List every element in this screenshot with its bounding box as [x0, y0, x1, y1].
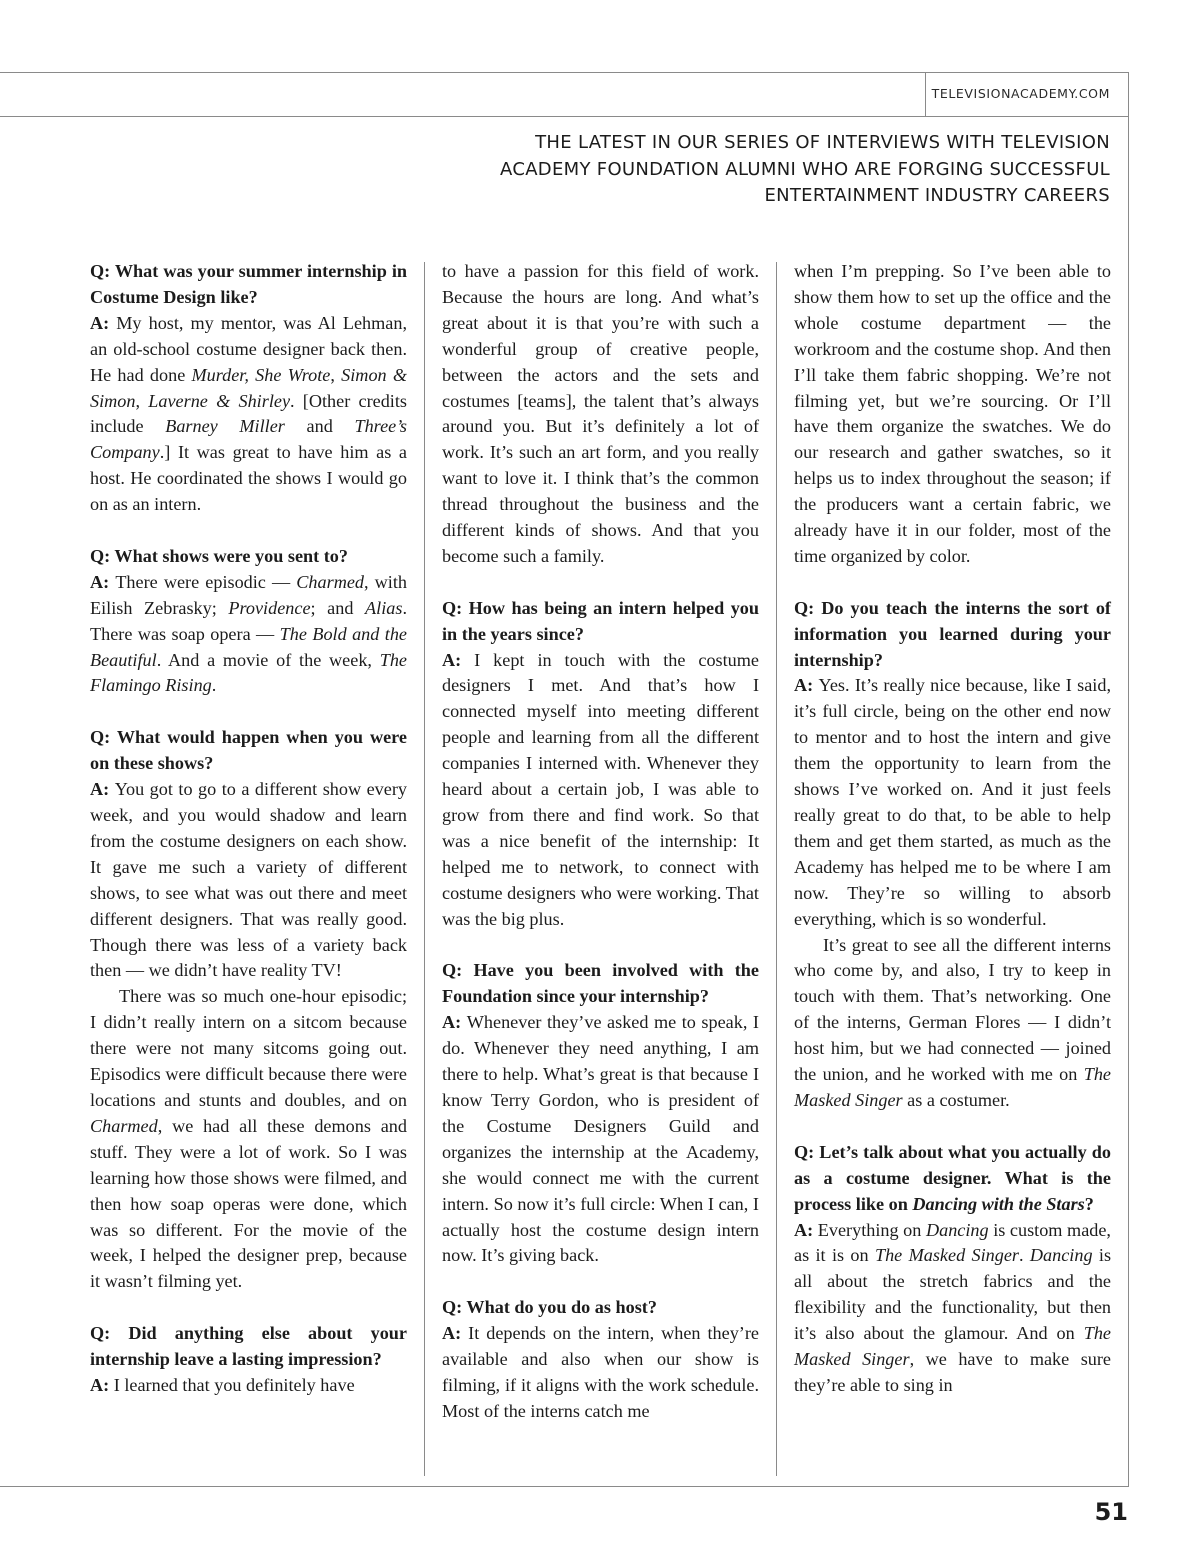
text-run: to have a passion for this field of work. Because the hours are long. And what’s great about it is that you’re with such a wonderful group of creative people, between the actors and the sets and costumes [teams], the talent that’s always around you. But it’s definitely a lot of work. It’s such an art form, and you really want to love it. I think that’s the common thread throughout the business and the different kinds of shows. And that you become such a family. [442, 261, 759, 566]
title-italic: Charmed [90, 1115, 158, 1136]
answer-paragraph [794, 673, 1111, 932]
text-run: , we have to make sure they’re able to sing in [794, 1349, 1112, 1395]
title-italic: Dancing with the Stars [912, 1193, 1085, 1214]
title-italic: Dancing [1029, 1245, 1093, 1266]
question-heading: Q: Did anything else about your internship leave a lasting impression? [90, 1323, 407, 1370]
question-heading: Q: How has being an intern helped you in the years since? [442, 597, 759, 644]
text-run: .] It was great to have him as a host. He coordinated the shows I would go on as an intern. [90, 442, 407, 515]
title-italic: Dancing [925, 1219, 989, 1240]
header-url-divider [925, 72, 926, 117]
body-paragraph [90, 984, 407, 1295]
answer-paragraph [90, 311, 407, 518]
text-run: Whenever they’ve asked me to speak, I do. Whenever they need anything, I am there to help. What’s great is that because I know Terry Gordon, who is president of the Costume Designers Guild and organizes the internship at the Academy, she would connect me with the current intern. So now it’s full circle: When I can, I actually host the costume design intern now. It’s giving back. [442, 1012, 759, 1266]
text-run: ; and [310, 597, 366, 618]
text-run: Q: Let’s talk about what you actually do as a costume designer. What is the process like on [794, 1141, 1111, 1214]
question-heading: Q: What would happen when you were on these shows? [90, 727, 407, 774]
question-heading: Q: Do you teach the interns the sort of information you learned during your internship? [794, 597, 1111, 670]
header-top-rule [0, 72, 1129, 73]
text-run: , [330, 364, 342, 385]
title-italic: Providence [228, 597, 311, 618]
answer-label: A: [90, 312, 117, 333]
answer-paragraph [794, 1218, 1111, 1399]
text-run: You got to go to a different show every week, and you would shadow and learn from the costume designers on each show. It gave me such a variety of different shows, to see what was out there and meet different designers. That was really good. Though there was less of a variety back then — we didn’t have reality TV! [90, 779, 407, 981]
text-run: as a costumer. [902, 1089, 1010, 1110]
answer-label: A: [794, 675, 819, 696]
title-italic: Barney Miller [165, 416, 285, 437]
column-1 [90, 259, 407, 1399]
text-run: . [Other credits include [90, 390, 407, 437]
answer-label: A: [90, 571, 116, 592]
continued-paragraph [794, 259, 1111, 570]
question-heading: Q: What was your summer internship in Costume Design like? [90, 261, 407, 307]
text-run: My host, my mentor, was Al Lehman, an old-school costume designer back then. He had done [90, 312, 407, 385]
text-run: . [1019, 1245, 1030, 1266]
text-run: and [284, 416, 355, 437]
page-number: 51 [1094, 1498, 1128, 1526]
text-run: ? [1084, 1193, 1094, 1214]
answer-paragraph [442, 1010, 759, 1269]
title-italic: The Flamingo Rising [90, 649, 407, 696]
header-right-rule [1128, 72, 1129, 1486]
title-italic: The Masked Singer [874, 1245, 1019, 1266]
header-bottom-rule [0, 116, 1129, 117]
question-heading: Q: What shows were you sent to? [90, 545, 348, 566]
column-divider-2 [776, 262, 777, 1476]
answer-paragraph [90, 1373, 407, 1399]
text-run: There was so much one-hour episodic; I didn’t really intern on a sitcom because there were not many sitcoms going out. Episodics were difficult because there were locations and stunts and doubles, and on [90, 986, 407, 1110]
question-heading: Q: What do you do as host? [442, 1297, 657, 1318]
column-2 [442, 259, 759, 1425]
title-italic: Charmed [296, 571, 364, 592]
text-run: is all about the stretch fabrics and the flexibility and the functionality, but then it’s also about the glamour. And on [794, 1245, 1112, 1344]
answer-paragraph [90, 777, 407, 984]
answer-paragraph [442, 1321, 759, 1425]
continued-paragraph [442, 259, 759, 570]
answer-label: A: [794, 1219, 818, 1240]
text-run: I kept in touch with the costume designers I met. And that’s how I connected myself into meeting different people and learning from all the different companies I interned with. Whenever they heard about a certain job, I was able to grow from there and find work. So that was a nice benefit of the internship: It helped me to network, to connect with costume designers who were working. That was the big plus. [442, 649, 759, 929]
title-italic: Alias [365, 597, 403, 618]
text-run: , we had all these demons and stuff. They were a lot of work. So I was learning how those shows were filmed, and then how soap operas were done, which was so different. For the movie of the week, I helped the designer prep, because it wasn’t filming yet. [90, 1115, 407, 1292]
text-run: Everything on [817, 1219, 926, 1240]
title-italic: The Masked Singer [794, 1064, 1111, 1110]
title-italic: Laverne & Shirley [148, 390, 291, 411]
text-run: . [211, 675, 217, 696]
text-run: is custom made, as it is on [794, 1219, 1111, 1266]
text-run: , [135, 390, 149, 411]
answer-paragraph [90, 570, 407, 700]
text-run: It depends on the intern, when they’re available and also when our show is filming, if it aligns with the work schedule. Most of the interns catch me [442, 1323, 759, 1421]
answer-label: A: [90, 779, 115, 800]
text-run: There were episodic — [115, 571, 297, 592]
question-heading [794, 1140, 1111, 1218]
body-paragraph [794, 933, 1111, 1114]
title-italic: Murder, She Wrote [191, 364, 331, 385]
column-3 [794, 259, 1111, 1399]
answer-paragraph [442, 648, 759, 933]
question-heading: Q: Have you been involved with the Foundation since your internship? [442, 960, 759, 1007]
footer-rule [0, 1486, 1129, 1487]
title-italic: The Masked Singer [794, 1323, 1111, 1370]
text-run: , with Eilish Zebrasky; [90, 571, 407, 618]
answer-label: A: [90, 1374, 114, 1395]
title-italic: Simon & Simon [90, 364, 407, 411]
answer-label: A: [442, 1012, 467, 1033]
answer-label: A: [442, 1323, 469, 1344]
text-run: . There was soap opera — [90, 597, 407, 644]
text-run: I learned that you definitely have [113, 1374, 355, 1395]
text-run: . And a movie of the week, [156, 649, 380, 670]
text-run: Yes. It’s really nice because, like I said, it’s full circle, being on the other end now to mentor and to host the intern and give them the opportunity to learn from the shows I’ve worked on. And it just feels really great to do that, to be able to help them and get them started, as much as the Academy has helped me to be where I am now. They’re so willing to absorb everything, which is so wonderful. [794, 675, 1111, 929]
site-url: TELEVISIONACADEMY.COM [931, 86, 1110, 101]
article-dek: THE LATEST IN OUR SERIES OF INTERVIEWS WITH TELEVISION ACADEMY FOUNDATION ALUMNI WHO ARE FORGING SUCCESSFUL ENTERTAINMENT INDUSTRY CAREERS [500, 132, 1110, 206]
text-run: when I’m prepping. So I’ve been able to show them how to set up the office and the whole costume department — the workroom and the costume shop. And then I’ll take them fabric shopping. We’re not filming yet, but we’re sourcing. Or I’ll have them organize the swatches. We do our research and gather swatches, so it helps us to index throughout the season; if the producers want a certain fabric, we already have it in our folder, most of the time organized by color. [794, 261, 1111, 566]
title-italic: The Bold and the Beautiful [90, 623, 407, 670]
text-run: It’s great to see all the different interns who come by, and also, I try to keep in touch with them. That’s networking. One of the interns, German Flores — I didn’t host him, but we had connected — joined the union, and he worked with me on [794, 934, 1111, 1085]
column-divider-1 [424, 262, 425, 1476]
answer-label: A: [442, 649, 475, 670]
title-italic: Three’s Company [90, 416, 407, 463]
